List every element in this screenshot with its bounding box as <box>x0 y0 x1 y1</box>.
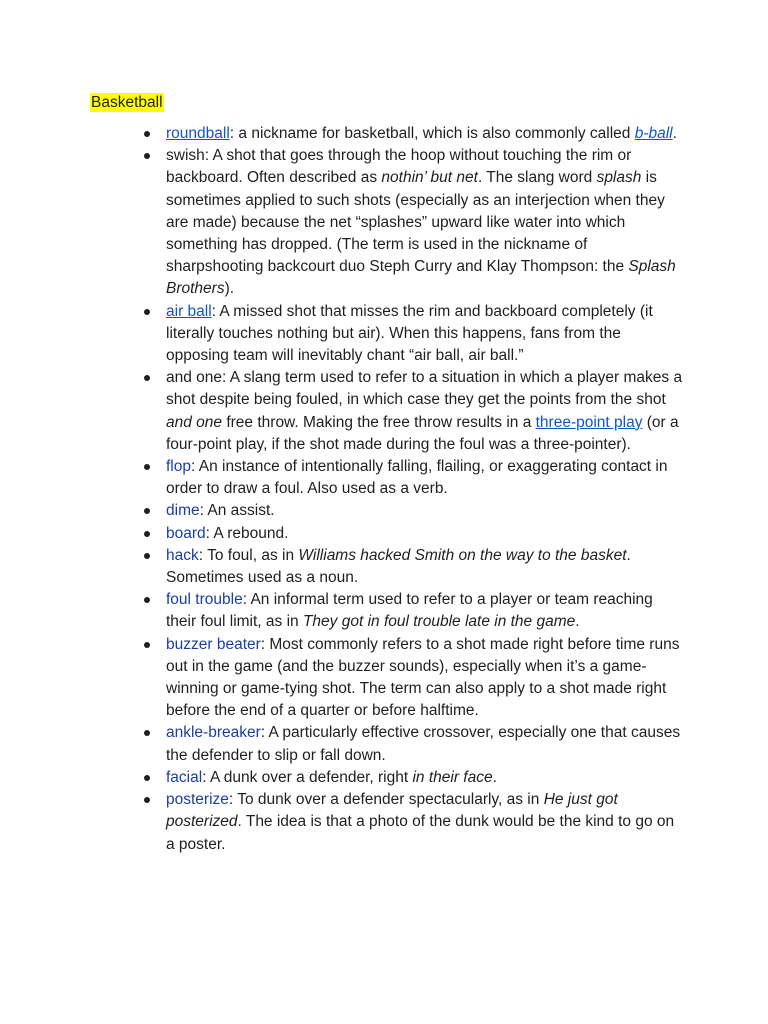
term-link-air-ball[interactable]: air ball <box>166 302 212 320</box>
definition-italic: and one <box>166 413 223 431</box>
term-board: board <box>166 524 206 542</box>
definition-text: : An assist. <box>199 502 275 520</box>
definition-text: . <box>575 613 580 631</box>
list-item <box>166 767 686 789</box>
definition-text: is sometimes applied to such shots (especially as an interjection when they are made) because the net “splashes” upward like water into which something has dropped. (The term is used in the nickname of sharpshooting backcourt duo Steph Curry and Klay Thompson: the <box>166 169 665 276</box>
definition-text: . Sometimes used as a noun. <box>166 546 631 587</box>
list-item <box>166 545 686 589</box>
term-flop: flop <box>166 458 191 476</box>
definition-italic: nothin’ but net <box>381 169 478 187</box>
section-title: Basketball <box>91 94 163 111</box>
definition-text: : A slang term used to refer to a situation in which a player makes a shot despite being fouled, in which case they get the points from the shot <box>166 369 683 409</box>
list-item <box>166 145 686 300</box>
term-and-one: and one <box>166 369 223 387</box>
glossary-list <box>166 123 686 856</box>
definition-text: . The slang word <box>477 169 597 187</box>
term-buzzer-beater: buzzer beater <box>166 635 261 653</box>
definition-text: ). <box>224 280 235 298</box>
term-ankle-breaker: ankle-breaker <box>166 724 261 742</box>
term-link-roundball[interactable]: roundball <box>166 125 230 142</box>
definition-text: : A rebound. <box>205 524 289 542</box>
definition-text: : To dunk over a defender spectacularly, as in <box>228 791 544 809</box>
definition-text: : a nickname for basketball, which is also commonly called <box>229 125 635 142</box>
definition-text: : A dunk over a defender, right <box>202 768 413 786</box>
list-item <box>166 123 686 145</box>
definition-text: : A shot that goes through the hoop without touching the rim or backboard. Often described as <box>166 147 632 187</box>
definition-text: : A missed shot that misses the rim and backboard completely (it literally touches nothing but air). When this happens, fans from the opposing team will inevitably chant “air ball, air ball.” <box>166 302 653 365</box>
list-item <box>166 301 686 368</box>
definition-italic: He just got posterized <box>166 791 618 831</box>
definition-text: free throw. Making the free throw results in a <box>222 413 536 431</box>
term-hack: hack <box>166 546 199 564</box>
list-item <box>166 634 686 723</box>
list-item <box>166 722 686 766</box>
list-item <box>166 367 686 456</box>
definition-text: : A particularly effective crossover, especially one that causes the defender to slip or fall down. <box>166 724 681 764</box>
definition-text: . <box>492 768 497 786</box>
definition-italic: splash <box>596 169 642 187</box>
list-item <box>166 456 686 500</box>
term-link-b-ball[interactable]: b-ball <box>634 125 673 142</box>
list-item <box>166 523 686 545</box>
list-item <box>166 589 686 633</box>
definition-italic: They got in foul trouble late in the game <box>302 613 576 631</box>
definition-italic: Williams hacked Smith on the way to the basket <box>298 546 627 564</box>
list-item <box>166 500 686 522</box>
term-foul-trouble: foul trouble <box>166 591 243 609</box>
definition-text: . <box>672 125 677 142</box>
definition-text: (or a four-point play, if the shot made during the foul was a three-pointer). <box>166 413 679 453</box>
definition-text: : To foul, as in <box>198 546 299 564</box>
definition-text: . The idea is that a photo of the dunk would be the kind to go on a poster. <box>166 813 675 853</box>
term-facial: facial <box>166 768 203 786</box>
term-swish: swish <box>166 147 205 165</box>
definition-text: : An informal term used to refer to a player or team reaching their foul limit, as in <box>166 591 653 631</box>
term-dime: dime <box>166 502 200 520</box>
definition-text: : Most commonly refers to a shot made right before time runs out in the game (and the buzzer sounds), especially when it’s a game-winning or game-tying shot. The term can also apply to a shot made right before the end of a quarter or before halftime. <box>166 635 680 720</box>
definition-text: : An instance of intentionally falling, flailing, or exaggerating contact in order to draw a foul. Also used as a verb. <box>166 458 668 498</box>
definition-italic: Splash Brothers <box>166 258 676 298</box>
list-item <box>166 789 686 856</box>
term-link-three-point-play[interactable]: three-point play <box>535 413 643 431</box>
definition-italic: in their face <box>412 768 493 786</box>
term-posterize: posterize <box>166 791 229 809</box>
